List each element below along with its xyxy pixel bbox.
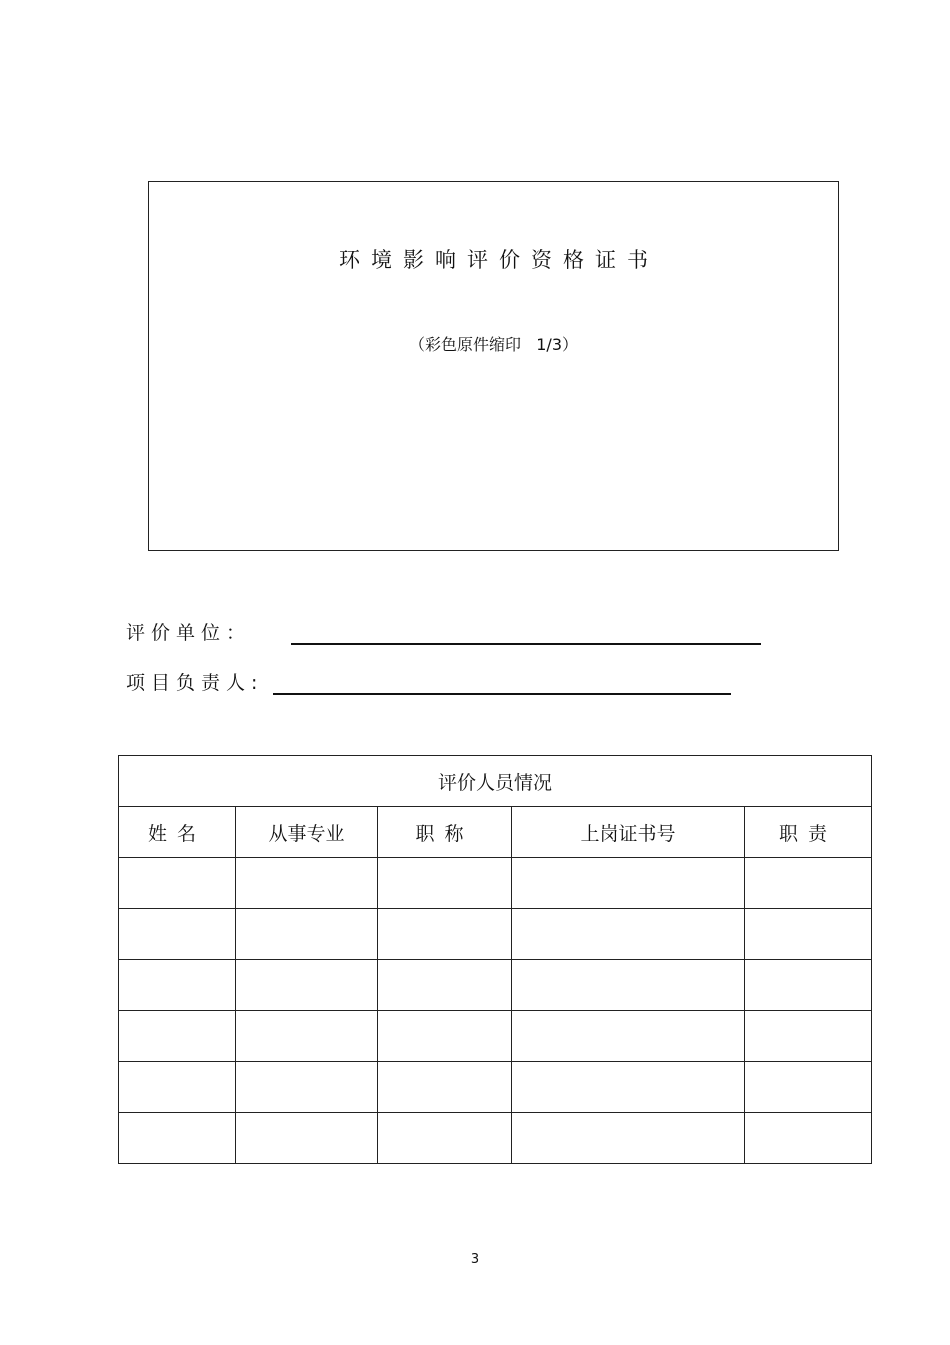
staff-table-header-row [119,807,872,858]
table-cell [236,1062,378,1113]
table-cell [236,1113,378,1164]
evaluation-unit-label: 评价单位： [126,622,252,644]
table-cell [512,858,745,909]
header-specialty: 从事专业 [236,807,378,858]
page-number: 3 [470,1252,480,1267]
table-cell [512,909,745,960]
certificate-box [148,181,839,551]
table-cell [745,858,872,909]
table-cell [745,960,872,1011]
table-cell [745,909,872,960]
table-row [119,909,872,960]
project-lead-row [126,668,731,695]
header-title: 职称 [378,807,512,858]
table-cell [378,1062,512,1113]
table-cell [745,1011,872,1062]
table-cell [512,1062,745,1113]
table-cell [378,858,512,909]
header-duty: 职责 [745,807,872,858]
table-cell [745,1113,872,1164]
project-lead-line [273,673,731,695]
table-cell [119,1011,236,1062]
header-name: 姓名 [119,807,236,858]
table-cell [119,1113,236,1164]
table-cell [236,960,378,1011]
table-cell [236,858,378,909]
table-cell [119,858,236,909]
table-cell [378,909,512,960]
evaluation-unit-row [126,618,761,645]
table-cell [378,960,512,1011]
table-row [119,1113,872,1164]
header-certificate-number: 上岗证书号 [512,807,745,858]
evaluation-unit-line [291,623,761,645]
table-cell [119,909,236,960]
table-cell [378,1113,512,1164]
table-cell [512,1113,745,1164]
table-cell [119,1062,236,1113]
table-cell [236,909,378,960]
table-cell [745,1062,872,1113]
table-row [119,858,872,909]
table-cell [119,960,236,1011]
table-cell [512,1011,745,1062]
table-cell [378,1011,512,1062]
certificate-note: （彩色原件缩印 1/3） [408,335,578,354]
table-cell [512,960,745,1011]
staff-table-caption: 评价人员情况 [119,756,872,807]
project-lead-label: 项目负责人: [126,672,264,694]
table-row [119,960,872,1011]
table-row [119,1011,872,1062]
table-cell [236,1011,378,1062]
table-row [119,1062,872,1113]
certificate-title: 环境影响评价资格证书 [339,248,659,272]
staff-table [118,755,872,1164]
